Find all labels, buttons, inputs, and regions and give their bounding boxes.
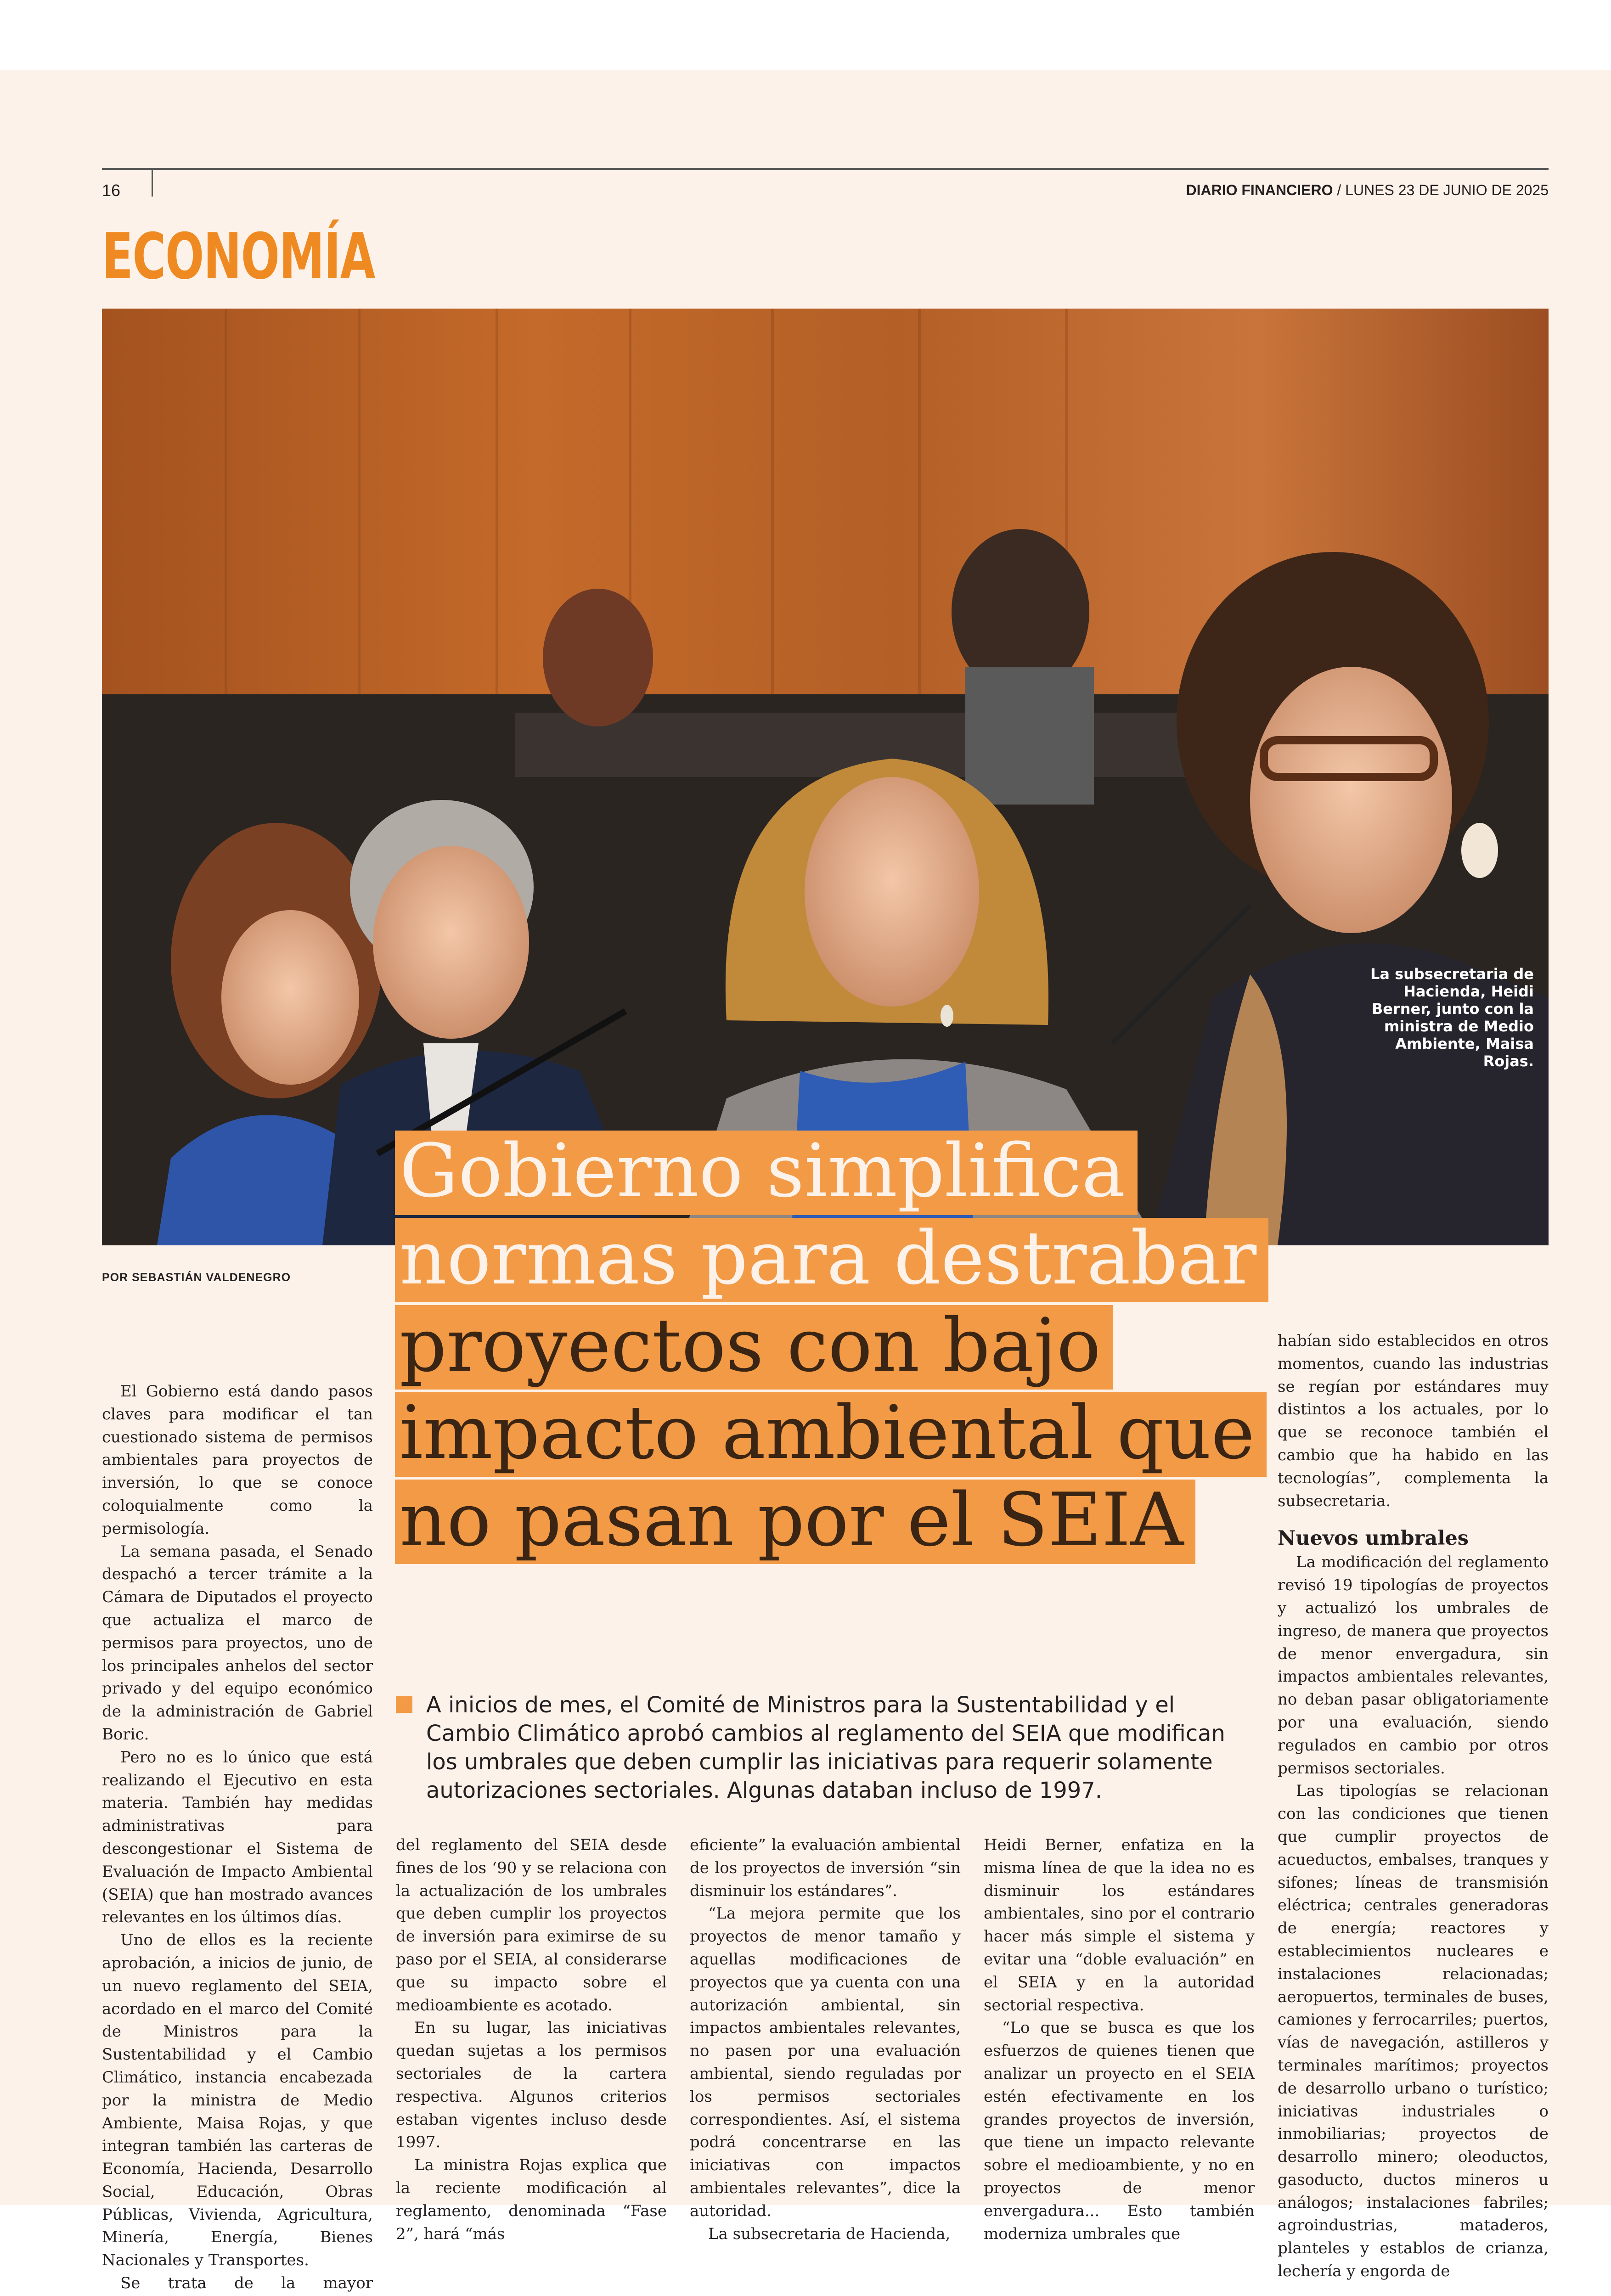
paragraph: La semana pasada, el Senado despachó a tercer trámite a la Cámara de Diputados el proyecto que actualiza el marco de permisos para proyectos, uno de los principales anhelos del sector privado y del equipo económico de la administración de Gabriel Boric.	[102, 1542, 373, 1744]
paragraph: Se trata de la mayor	[120, 2274, 373, 2293]
lead-bullet-square-icon	[396, 1696, 412, 1713]
paragraph: Pero no es lo único que está realizando el Ejecutivo en esta materia. También hay medidas administrativas para descongestionar el Sistema de Evaluación de Impacto Ambiental (SEIA) que han mostrado avances relevantes en los últimos días.	[102, 1748, 373, 1927]
lead-paragraph	[396, 1691, 1259, 1805]
paragraph: La modificación del reglamento revisó 19 tipologías de proyectos y actualizó los umbrales de ingreso, de manera que proyectos de menor envergadura, sin impactos ambientales relevantes, no deban pasar obligatoriamente por una evaluación, siendo regulados en cambio por otros permisos sectoriales.	[1278, 1553, 1549, 1778]
paragraph: del reglamento del SEIA desde fines de los ‘90 y se relaciona con la actualización de los umbrales que deben cumplir los proyectos de inversión para eximirse de su paso por el SEIA, al considerarse que su impacto sobre el medioambiente es acotado.	[396, 1836, 667, 2015]
headline-line-5: no pasan por el SEIA	[395, 1480, 1195, 1564]
publication-date: / LUNES 23 DE JUNIO DE 2025	[1337, 182, 1549, 198]
officials-photo-illustration	[102, 309, 1549, 1245]
lead-text: A inicios de mes, el Comité de Ministros para la Sustentabilidad y el Cambio Climático aprobó cambios al reglamento del SEIA que modifican los umbrales que deben cumplir las iniciativas para requerir solamente autorizaciones sectoriales. Algunas databan incluso de 1997.	[426, 1692, 1225, 1803]
paragraph: Heidi Berner, enfatiza en la misma línea de que la idea no es disminuir los estándares ambientales, sino por el contrario hacer más simple el sistema y evitar una “doble evaluación” en el SEIA y en la autoridad sectorial respectiva.	[984, 1836, 1255, 2015]
paragraph: Las tipologías se relacionan con las condiciones que tienen que cumplir proyectos de acueductos, embalses, tranques y sifones; líneas de transmisión eléctrica; centrales generadoras de energía; reactores y establecimientos nucleares e instalaciones relacionadas; aeropuertos, terminales de buses, camiones y ferrocarriles; puertos, vías de navegación, astilleros y terminales marítimos; proyectos de desarrollo urbano o turístico; iniciativas industriales o inmobiliarias; proyectos de desarrollo minero; oleoductos, gasoducto, ductos mineros u análogos; instalaciones fabriles; agroindustrias, mataderos, planteles y establos de crianza, lechería y engorda de	[1278, 1782, 1549, 2281]
body-column-4	[984, 1834, 1255, 2245]
headline-line-2: normas para destrabar	[395, 1218, 1268, 1302]
body-column-1	[102, 1380, 373, 2296]
paragraph: El Gobierno está dando pasos claves para modificar el tan cuestionado sistema de permisos ambientales para proyectos de inversión, lo que se conoce coloquialmente como la permisología.	[102, 1382, 373, 1538]
subheading: Nuevos umbrales	[1278, 1527, 1469, 1550]
body-column-3	[690, 1834, 961, 2245]
paragraph: La ministra Rojas explica que la reciente modificación al reglamento, denominada “Fase 2”, hará “más	[396, 2156, 667, 2243]
headline	[395, 1128, 1267, 1567]
paragraph: habían sido establecidos en otros momentos, cuando las industrias se regían por estándares muy distintos a los actuales, por lo que se reconoce también el cambio que ha habido en las tecnologías”, complementa la subsecretaria.	[1278, 1332, 1549, 1510]
publication-name: DIARIO FINANCIERO	[1186, 182, 1333, 198]
newspaper-page	[0, 70, 1611, 2293]
headline-line-3: proyectos con bajo	[395, 1305, 1113, 1390]
paragraph: Uno de ellos es la reciente aprobación, a inicios de junio, de un nuevo reglamento del SEIA, acordado en el marco del Comité de Ministros para la Sustentabilidad y el Cambio Climático, instancia encabezada por la ministra de Medio Ambiente, Maisa Rojas, y que integran también las carteras de Economía, Hacienda, Desarrollo Social, Educación, Obras Públicas, Vivienda, Agricultura, Minería, Energía, Bienes Nacionales y Transportes.	[102, 1931, 373, 2270]
paragraph: La subsecretaria de Hacienda,	[708, 2224, 951, 2243]
paragraph: En su lugar, las iniciativas quedan sujetas a los permisos sectoriales de la cartera respectiva. Algunos criterios estaban vigentes incluso desde 1997.	[396, 2019, 667, 2152]
masthead	[1186, 182, 1549, 199]
headline-line-1: Gobierno simplifica	[395, 1131, 1138, 1215]
paragraph: eficiente” la evaluación ambiental de los proyectos de inversión “sin disminuir los estándares”.	[690, 1836, 961, 1900]
body-column-2	[396, 1834, 667, 2245]
article-photo	[102, 309, 1549, 1245]
paragraph: “La mejora permite que los proyectos de menor tamaño y aquellas modificaciones de proyectos que ya cuenta con una autorización ambiental, sin impactos ambientales relevantes, no pasen por una evaluación ambiental, siendo reguladas por los permisos sectoriales correspondientes. Así, el sistema podrá concentrarse en las iniciativas con impactos ambientales relevantes”, dice la autoridad.	[690, 1904, 961, 2220]
photo-caption: La subsecretaria de Hacienda, Heidi Berner, junto con la ministra de Medio Ambiente, Maisa Rojas.	[1370, 965, 1534, 1070]
headline-line-4: impacto ambiental que	[395, 1392, 1267, 1477]
section-title: ECONOMÍA	[102, 219, 375, 293]
paragraph: “Lo que se busca es que los esfuerzos de quienes tienen que analizar un proyecto en el SEIA estén efectivamente en los grandes proyectos de inversión, que tiene un impacto relevante sobre el medioambiente, y no en proyectos de menor envergadura... Esto también moderniza umbrales que	[984, 2019, 1255, 2243]
header-rule	[102, 168, 1549, 170]
page-number-divider	[152, 170, 153, 197]
page-number: 16	[102, 181, 121, 200]
body-column-5	[1278, 1330, 1549, 2283]
byline: POR SEBASTIÁN VALDENEGRO	[102, 1271, 291, 1284]
